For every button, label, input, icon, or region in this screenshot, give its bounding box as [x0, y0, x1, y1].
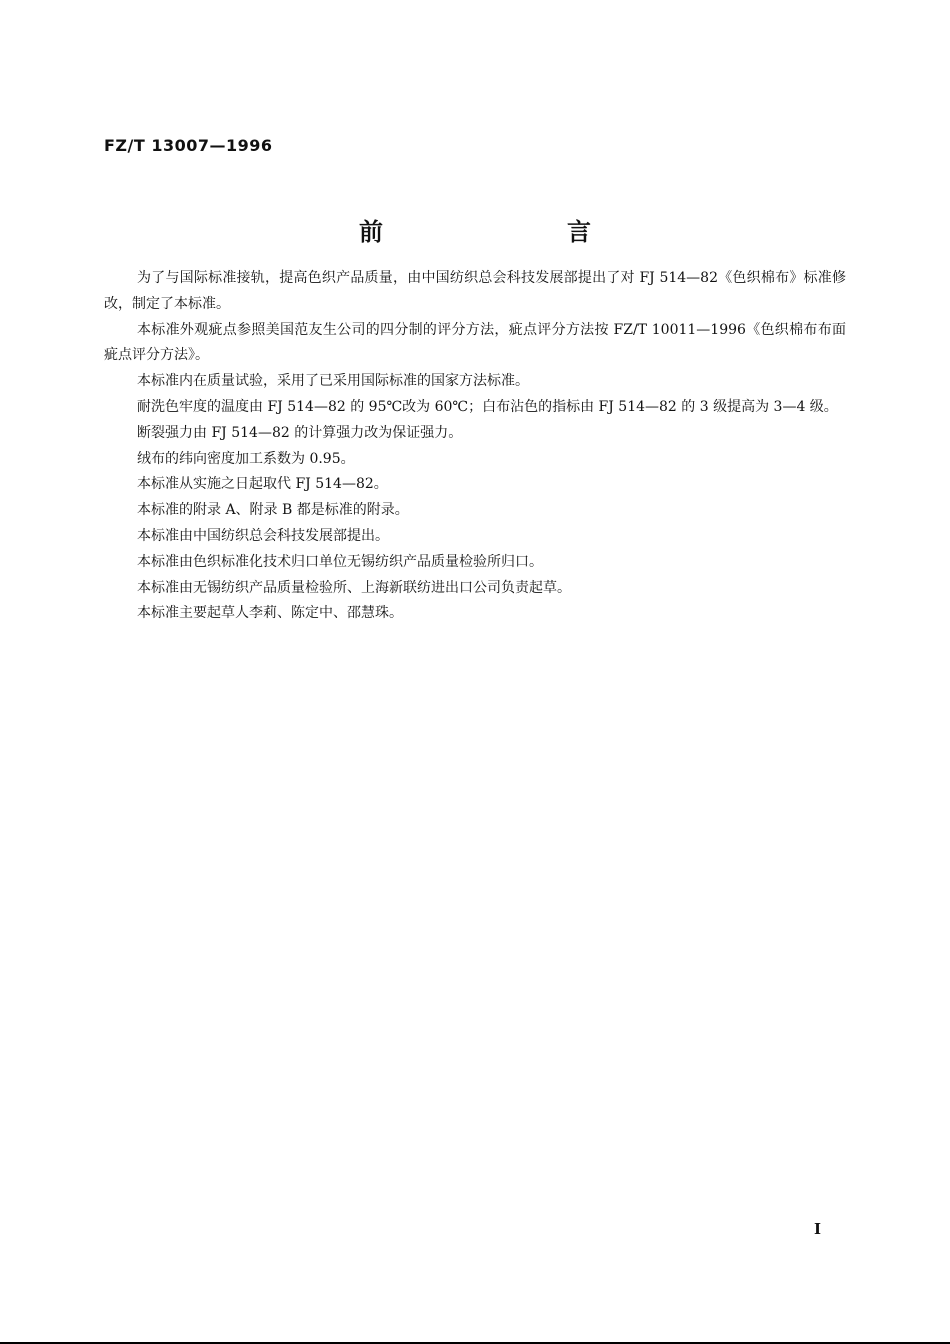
preface-body	[104, 266, 846, 627]
paragraph: 本标准内在质量试验，采用了已采用国际标准的国家方法标准。	[137, 373, 529, 390]
preface-title: 前 言	[359, 218, 671, 246]
paragraph: 耐洗色牢度的温度由 FJ 514—82 的 95℃改为 60℃；白布沾色的指标由 FJ 514—82 的 3 级提高为 3—4 级。	[137, 398, 838, 415]
paragraph: 本标准从实施之日起取代 FJ 514—82。	[137, 476, 388, 493]
page-number: I	[814, 1220, 822, 1238]
paragraph: 本标准由无锡纺织产品质量检验所、上海新联纺进出口公司负责起草。	[137, 579, 571, 596]
paragraph: 本标准主要起草人李莉、陈定中、邵慧珠。	[137, 605, 403, 622]
standard-number: FZ/T 13007—1996	[104, 136, 273, 155]
paragraph: 为了与国际标准接轨，提高色织产品质量，由中国纺织总会科技发展部提出了对 FJ 514—82《色织棉布》标准修改，制定了本标准。	[104, 270, 846, 312]
paragraph: 绒布的纬向密度加工系数为 0.95。	[137, 450, 355, 467]
paragraph: 本标准外观疵点参照美国范友生公司的四分制的评分方法，疵点评分方法按 FZ/T 10011—1996《色织棉布布面疵点评分方法》。	[104, 321, 846, 364]
paragraph: 本标准由中国纺织总会科技发展部提出。	[137, 527, 389, 544]
paragraph: 本标准的附录 A、附录 B 都是标准的附录。	[137, 502, 409, 519]
paragraph: 断裂强力由 FJ 514—82 的计算强力改为保证强力。	[137, 424, 463, 441]
paragraph: 本标准由色织标准化技术归口单位无锡纺织产品质量检验所归口。	[137, 553, 543, 570]
